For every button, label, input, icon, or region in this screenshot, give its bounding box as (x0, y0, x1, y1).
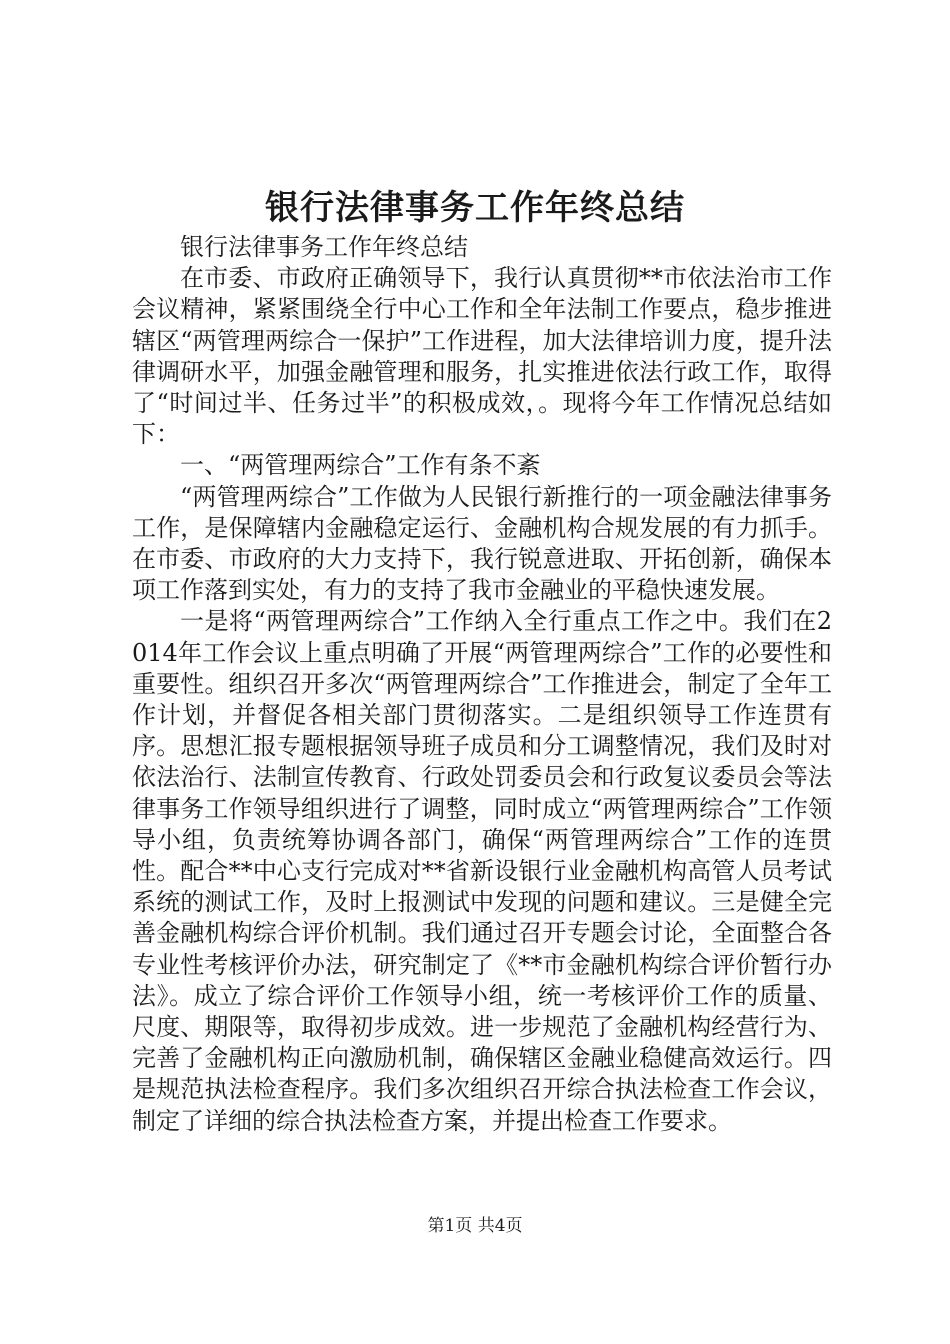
document-body (132, 232, 832, 1137)
body-paragraph-details: 一是将“两管理两综合”工作纳入全行重点工作之中。我们在2014年工作会议上重点明确了开展“两管理两综合”工作的必要性和重要性。组织召开多次“两管理两综合”工作推进会，制定了全年工作计划，并督促各相关部门贯彻落实。二是组织领导工作连贯有序。思想汇报专题根据领导班子成员和分工调整情况，我们及时对依法治行、法制宣传教育、行政处罚委员会和行政复议委员会等法律事务工作领导组织进行了调整，同时成立“两管理两综合”工作领导小组，负责统筹协调各部门，确保“两管理两综合”工作的连贯性。配合**中心支行完成对**省新设银行业金融机构高管人员考试系统的测试工作，及时上报测试中发现的问题和建议。三是健全完善金融机构综合评价机制。我们通过召开专题会讨论，全面整合各专业性考核评价办法，研究制定了《**市金融机构综合评价暂行办法》。成立了综合评价工作领导小组，统一考核评价工作的质量、尺度、期限等，取得初步成效。进一步规范了金融机构经营行为、完善了金融机构正向激励机制，确保辖区金融业稳健高效运行。四是规范执法检查程序。我们多次组织召开综合执法检查工作会议，制定了详细的综合执法检查方案，并提出检查工作要求。 (132, 607, 832, 1135)
body-paragraph-intro: 在市委、市政府正确领导下，我行认真贯彻**市依法治市工作会议精神，紧紧围绕全行中心工作和全年法制工作要点，稳步推进辖区“两管理两综合一保护”工作进程，加大法律培训力度，提升法律调研水平，加强金融管理和服务，扎实推进依法行政工作，取得了“时间过半、任务过半”的积极成效，。现将今年工作情况总结如下： (132, 264, 832, 449)
page-number-footer: 第1页 共4页 (427, 1216, 523, 1236)
body-paragraph-section-1: “两管理两综合”工作做为人民银行新推行的一项金融法律事务工作，是保障辖内金融稳定运行、金融机构合规发展的有力抓手。在市委、市政府的大力支持下，我行锐意进取、开拓创新，确保本项工作落到实处，有力的支持了我市金融业的平稳快速发展。 (132, 482, 832, 605)
section-heading-1: 一、“两管理两综合”工作有条不紊 (180, 451, 541, 480)
body-paragraph-subtitle: 银行法律事务工作年终总结 (180, 233, 468, 261)
document-title: 银行法律事务工作年终总结 (265, 188, 685, 228)
